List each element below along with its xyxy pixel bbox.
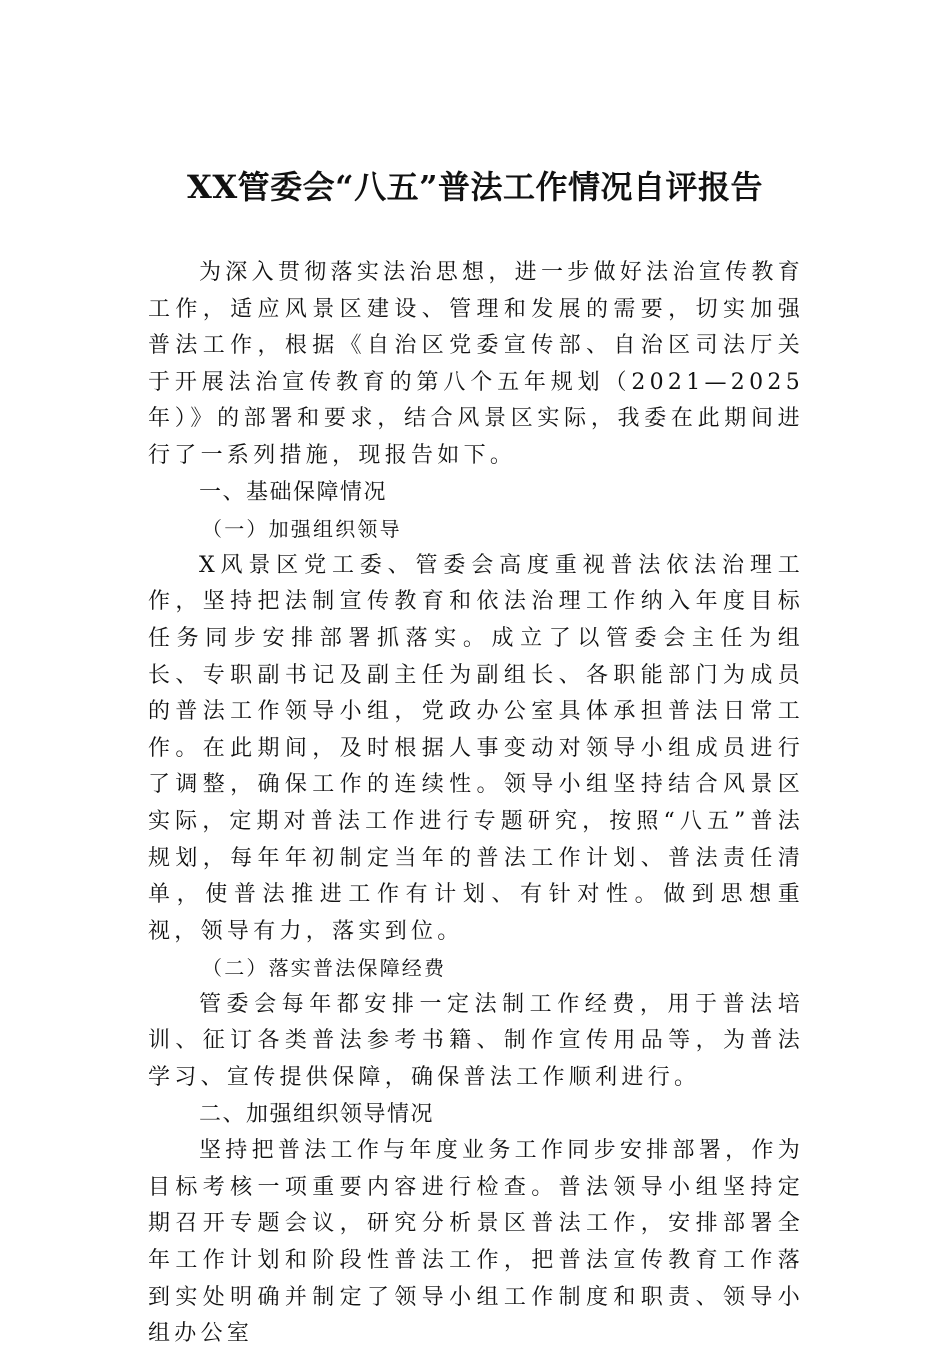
leadership-paragraph: 坚持把普法工作与年度业务工作同步安排部署，作为目标考核一项重要内容进行检查。普法领导小组坚持定期召开专题会议，研究分析景区普法工作，安排部署全年工作计划和阶段性普法工作，把普法宣传教育工作落到实处明确并制定了领导小组工作制度和职责、领导小组办公室 [148, 1138, 804, 1347]
document-body [148, 255, 804, 1353]
subsection-heading-organization: （一）加强组织领导 [202, 517, 402, 542]
section-heading-leadership: 二、加强组织领导情况 [199, 1101, 435, 1127]
organization-paragraph: X风景区党工委、管委会高度重视普法依法治理工作，坚持把法制宣传教育和依法治理工作纳入年度目标任务同步安排部署抓落实。成立了以管委会主任为组长、专职副书记及副主任为副组长、各职能部门为成员的普法工作领导小组，党政办公室具体承担普法日常工作。在此期间，及时根据人事变动对领导小组成员进行了调整，确保工作的连续性。领导小组坚持结合风景区实际，定期对普法工作进行专题研究，按照“八五”普法规划，每年年初制定当年的普法工作计划、普法责任清单，使普法推进工作有计划、有针对性。做到思想重视，领导有力，落实到位。 [148, 552, 804, 944]
intro-paragraph: 为深入贯彻落实法治思想，进一步做好法治宣传教育工作，适应风景区建设、管理和发展的需要，切实加强普法工作，根据《自治区党委宣传部、自治区司法厅关于开展法治宣传教育的第八个五年规划（2021—2025年）》的部署和要求，结合风景区实际，我委在此期间进行了一系列措施，现报告如下。 [148, 260, 804, 468]
section-heading-basic-guarantee: 一、基础保障情况 [199, 479, 388, 505]
funding-paragraph: 管委会每年都安排一定法制工作经费，用于普法培训、征订各类普法参考书籍、制作宣传用品等，为普法学习、宣传提供保障，确保普法工作顺利进行。 [148, 991, 804, 1091]
document-title: XX管委会“八五”普法工作情况自评报告 [187, 168, 763, 206]
subsection-heading-funding: （二）落实普法保障经费 [202, 956, 447, 981]
